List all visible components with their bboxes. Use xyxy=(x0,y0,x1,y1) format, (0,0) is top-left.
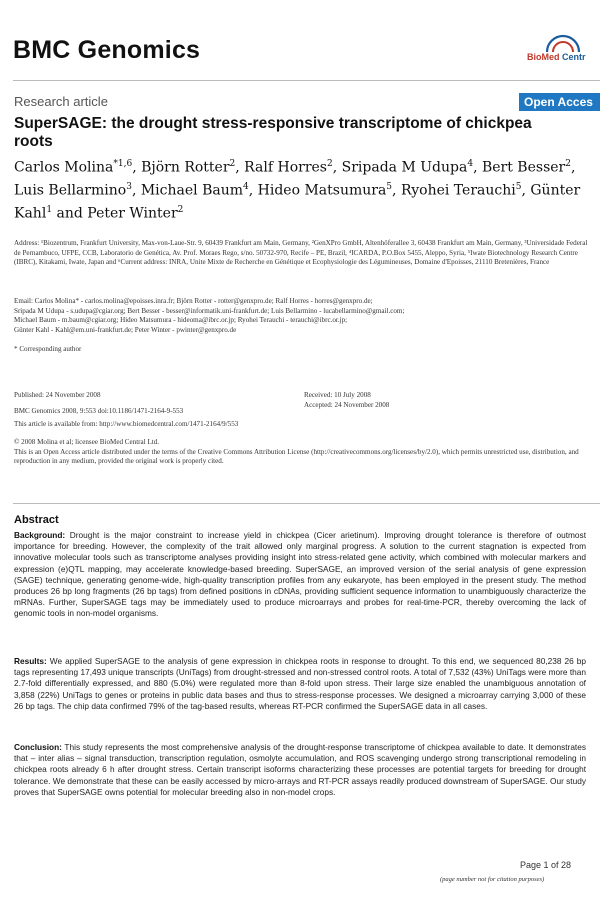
background-text: Drought is the major constraint to increase yield in chickpea (Cicer arietinum). Improving drought tolerance is therefore of outmost importance for breeding. However, the complexity of the trait allowed only marginal progress. A solution to the current stagnation is expected from innovative molecular tools such as transcriptome analyses providing insight into stress-related gene activity, which combined with molecular markers and expression (e)QTL mapping, may accelerate knowledge-based breeding. SuperSAGE, an improved version of the serial analysis of gene expression (SAGE) technique, generating genome-wide, high-quality transcription profiles from any eukaryote, has been employed in the present study. The method produces 26 bp long fragments (26 bp tags) from defined positions in cDNAs, providing sufficient sequence information to unambiguously characterize the mRNAs. Further, SuperSAGE tags may be immediately used to produce microarrays and probes for real-time-PCR, thereby overcoming the lack of genomic tools in non-model organisms. xyxy=(14,530,586,619)
author-name: Hideo Matsumura xyxy=(257,182,387,199)
email-line: Sripada M Udupa - s.udupa@cgiar.org; Bert Besser - besser@informatik.uni-frankfurt.de; Luis Bellarmino - lucabellarmino@gmail.com; xyxy=(14,306,405,315)
background-label: Background: xyxy=(14,530,66,540)
article-type: Research article xyxy=(14,94,108,109)
license-text: This is an Open Access article distributed under the terms of the Creative Commons Attribution License (http://creativecommons.org/licenses/by/2.0), which permits unrestricted use, distribution, and reproduction in any medium, provided the original work is properly cited. xyxy=(14,447,579,466)
abstract-conclusion xyxy=(14,742,586,798)
author-name: Luis Bellarmino xyxy=(14,182,127,199)
copyright-block xyxy=(14,438,589,467)
page-number-note: (page number not for citation purposes) xyxy=(440,876,545,883)
author-name: Michael Baum xyxy=(140,182,243,199)
conclusion-text: This study represents the most comprehensive analysis of the drought-response transcriptome of chickpea available to date. It demonstrates that – inter alias – signal transduction, transcription regulation, osmolyte accumulation, and ROS scavenging undergo strong transcriptional remodeling in chickpea roots already 6 h after drought stress. Certain transcript isoforms characterizing these processes are potential targets for breeding for drought tolerance. We demonstrate that these can be easily accessed by micro-arrays and RT-PCR assays readily produced downstream of SuperSAGE. Our study proves that SuperSAGE owns potential for molecular breeding also in non-model crops. xyxy=(14,742,586,797)
author-name: Günter Kahl xyxy=(14,182,581,222)
header-divider xyxy=(13,80,600,81)
received-date: Received: 10 July 2008 xyxy=(304,391,371,399)
author-affiliation: 2 xyxy=(177,205,184,216)
article-url[interactable]: This article is available from: http://www.biomedcentral.com/1471-2164/9/553 xyxy=(14,420,239,428)
author-name: Björn Rotter xyxy=(141,159,230,176)
accepted-date: Accepted: 24 November 2008 xyxy=(304,400,390,409)
citation: BMC Genomics 2008, 9:553 doi:10.1186/1471-2164-9-553 xyxy=(14,406,184,415)
author-affiliation: 5 xyxy=(515,182,522,193)
conclusion-label: Conclusion: xyxy=(14,742,62,752)
author-name: Ralf Horres xyxy=(244,159,327,176)
email-line: Günter Kahl - Kahl@em.uni-frankfurt.de; Peter Winter - pwinter@genxpro.de xyxy=(14,325,237,334)
biomed-central-logo xyxy=(527,30,600,70)
results-text: We applied SuperSAGE to the analysis of gene expression in chickpea roots in response to drought. To this end, we sequenced 80,238 26 bp tags representing 17,493 unique transcripts (UniTags) from drought-stressed and non-stressed control roots. A total of 7,532 (43%) UniTags were more than 2.7-fold differentially expressed, and 880 (5.0%) were regulated more than 8-fold upon stress. Their large size enabled the unambiguous annotation of 3,858 (22%) UniTags to genes or proteins in public data bases and thus to stress-response processes. We designed a microarray carrying 3,000 of these 26 bp tags. The chip data confirmed 79% of the tag-based results, whereas RT-PCR confirmed the SuperSAGE data in all cases. xyxy=(14,656,586,711)
abstract-background xyxy=(14,530,586,620)
published-date: Published: 24 November 2008 xyxy=(14,391,101,399)
logo-text: BioMed Centr xyxy=(527,52,586,62)
page-number: Page 1 of 28 xyxy=(520,860,572,870)
results-label: Results: xyxy=(14,656,47,666)
author-name: Bert Besser xyxy=(481,159,566,176)
abstract-results xyxy=(14,656,586,712)
author-name: Peter Winter xyxy=(87,205,178,222)
abstract-divider xyxy=(13,503,600,504)
email-list xyxy=(14,297,589,335)
affiliations: Address: ¹Biozentrum, Frankfurt University, Max-von-Laue-Str. 9, 60439 Frankfurt am Main, Germany, ²GenXPro GmbH, Altenhöferallee 3, 60438 Frankfurt am Main, Germany, ³Universidade Federal de Pernambuco, UFPE, CCB, Laboratorio de Genética, Av. Prof. Moraes Rego, s/no. 50732-970, Recife – PE, Brazil, ⁴ICARDA, P.O.Box 5455, Aleppo, Syria, ⁵Iwate Biotechnology Research Centre (IBRC), Kitakami, Iwate, Japan and ⁶Current address: INRA, Unite Mixte de Recherche en Génétique et Ecophysiologie des Légumineuses, Domaine d'Epoisses, 21110 Bretenières, France xyxy=(14,239,588,267)
author-affiliation: 4 xyxy=(467,159,474,169)
author-list: Carlos Molina$^{*1,6}$, Björn Rotter$^2$, Ralf Horres$^2$, Sripada M Udupa$^4$, Bert Besser$^2$, Luis Bellarmino$^3$, Michael Baum$^4$, Hideo Matsumura$^5$, Ryohei Terauchi$^5$, Günter Kahl$^1$ and Peter Winter$^2$ xyxy=(14,159,581,222)
author-name: Ryohei Terauchi xyxy=(400,182,516,199)
article-title: SuperSAGE: the drought stress-responsive transcriptome of chickpea roots xyxy=(14,115,532,150)
author-affiliation: 4 xyxy=(243,182,249,193)
copyright-line: © 2008 Molina et al; licensee BioMed Central Ltd. xyxy=(14,438,160,446)
author-affiliation: 3 xyxy=(126,182,132,193)
author-affiliation: 2 xyxy=(229,159,236,169)
author-name: Sripada M Udupa xyxy=(341,159,468,176)
received-accepted xyxy=(304,391,504,410)
author-affiliation: 2 xyxy=(565,159,571,169)
author-affiliation: *1,6 xyxy=(113,159,133,169)
logo-arc-icon xyxy=(527,30,600,54)
journal-title: BMC Genomics xyxy=(13,36,201,64)
publication-info xyxy=(14,391,294,416)
author-affiliation: 1 xyxy=(46,205,53,216)
author-name: Carlos Molina xyxy=(14,159,114,176)
email-line: Email: Carlos Molina* - carlos.molina@epoisses.inra.fr; Björn Rotter - rotter@genxpro.de; Ralf Horres - horres@genxpro.de; xyxy=(14,297,373,305)
open-access-badge: Open Acces xyxy=(519,93,600,111)
corresponding-author-note: * Corresponding author xyxy=(14,345,82,353)
author-affiliation: 2 xyxy=(326,159,333,169)
abstract-heading: Abstract xyxy=(14,514,59,526)
email-line: Michael Baum - m.baum@cgiar.org; Hideo Matsumura - hideoma@ibrc.or.jp; Ryohei Terauchi - terauchi@ibrc.or.jp; xyxy=(14,316,348,325)
author-affiliation: 5 xyxy=(386,182,393,193)
